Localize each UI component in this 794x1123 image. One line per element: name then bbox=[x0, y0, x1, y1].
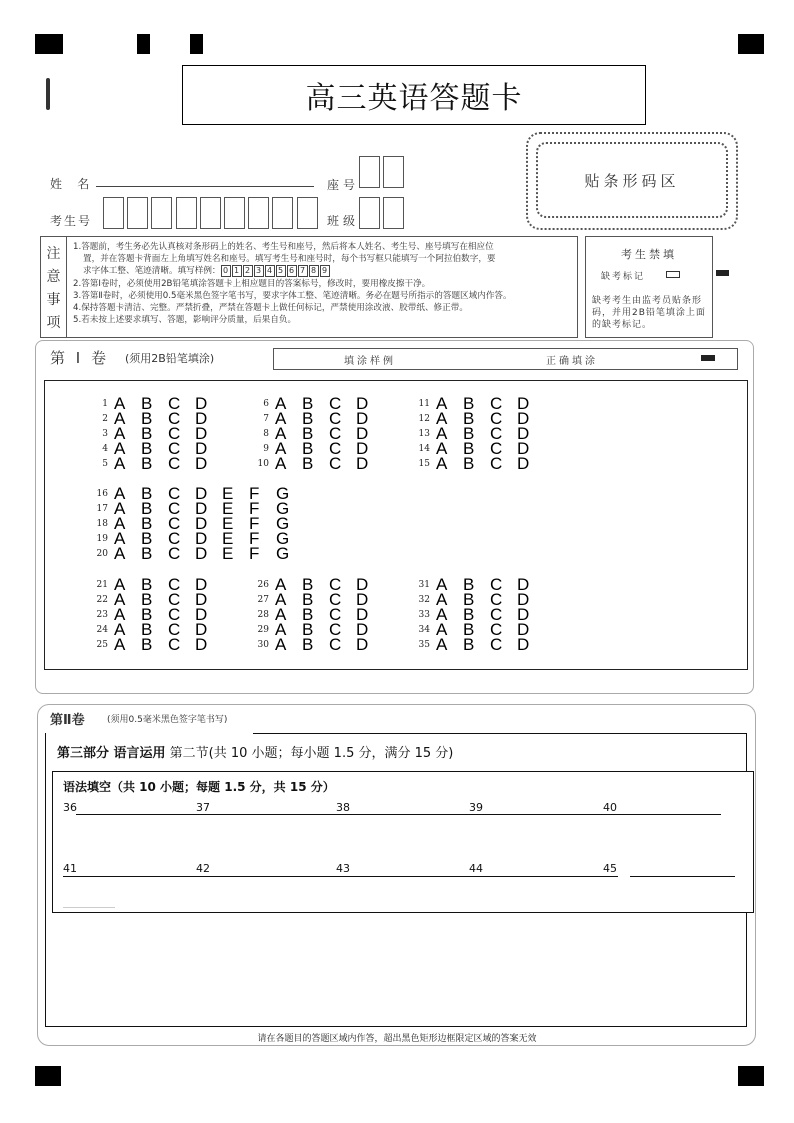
answer-option-bubble[interactable]: C bbox=[329, 424, 342, 443]
answer-option-bubble[interactable]: A bbox=[114, 484, 126, 503]
answer-option-bubble[interactable]: C bbox=[168, 439, 181, 458]
answer-option-bubble[interactable]: C bbox=[168, 424, 181, 443]
question-number: 2 bbox=[102, 413, 108, 424]
correct-fill-example bbox=[701, 355, 715, 361]
answer-option-bubble[interactable]: D bbox=[356, 575, 369, 594]
blank-number: 36 bbox=[63, 801, 77, 814]
sample-digit: 8 bbox=[309, 265, 319, 277]
registration-mark-top-left bbox=[35, 34, 63, 54]
answer-option-bubble[interactable]: B bbox=[463, 394, 475, 413]
timing-mark bbox=[716, 270, 729, 276]
answer-option-bubble[interactable]: A bbox=[114, 590, 126, 609]
section-1-subtitle: (须用2B铅笔填涂) bbox=[125, 352, 215, 365]
page-title: 高三英语答题卡 bbox=[182, 65, 646, 125]
registration-mark-top-2 bbox=[190, 34, 203, 54]
answer-option-bubble[interactable]: D bbox=[517, 575, 530, 594]
registration-mark-top-1 bbox=[137, 34, 150, 54]
sample-digit: 9 bbox=[320, 265, 330, 277]
answer-option-bubble[interactable]: B bbox=[302, 575, 314, 594]
answer-option-bubble[interactable]: D bbox=[356, 620, 369, 639]
answer-option-bubble[interactable]: C bbox=[329, 394, 342, 413]
answer-option-bubble[interactable]: B bbox=[141, 620, 153, 639]
answer-option-bubble[interactable]: B bbox=[141, 529, 153, 548]
answer-option-bubble[interactable]: C bbox=[329, 409, 342, 428]
answer-option-bubble[interactable]: A bbox=[114, 499, 126, 518]
registration-mark-bottom-left bbox=[35, 1066, 61, 1086]
answer-option-bubble[interactable]: A bbox=[436, 605, 448, 624]
answer-option-bubble[interactable]: G bbox=[276, 529, 290, 548]
answer-option-bubble[interactable]: A bbox=[114, 635, 126, 654]
name-field[interactable] bbox=[96, 186, 314, 187]
sample-digit: 3 bbox=[254, 265, 264, 277]
answer-option-bubble[interactable]: B bbox=[141, 635, 153, 654]
seat-cell[interactable] bbox=[359, 156, 380, 188]
answer-option-bubble[interactable]: A bbox=[114, 529, 126, 548]
answer-option-bubble[interactable]: D bbox=[195, 424, 208, 443]
seat-label: 座号 bbox=[327, 178, 360, 192]
blank-number: 42 bbox=[196, 862, 210, 875]
registration-mark-top-right bbox=[738, 34, 764, 54]
answer-option-bubble[interactable]: E bbox=[222, 484, 234, 503]
answer-option-bubble[interactable]: E bbox=[222, 544, 234, 563]
answer-option-bubble[interactable]: G bbox=[276, 484, 290, 503]
answer-option-bubble[interactable]: B bbox=[463, 605, 475, 624]
blank-number: 39 bbox=[469, 801, 483, 814]
question-row bbox=[410, 637, 544, 652]
exam-number-cell[interactable] bbox=[224, 197, 245, 229]
class-cell[interactable] bbox=[359, 197, 380, 229]
fill-sample-label: 填涂样例 bbox=[344, 356, 396, 367]
answer-option-bubble[interactable]: B bbox=[302, 590, 314, 609]
question-number: 6 bbox=[263, 398, 269, 409]
answer-blank-line[interactable] bbox=[63, 876, 618, 877]
question-number: 24 bbox=[96, 624, 108, 635]
question-number: 11 bbox=[418, 398, 430, 409]
answer-option-bubble[interactable]: A bbox=[275, 424, 287, 443]
instructions-text: 1.答题前，考生务必先认真核对条形码上的姓名、考生号和座号，然后将本人姓名、考生号、座号填写在相应位 置，并在答题卡背面左上角填写姓名和座号。填写考生号和座号时，每个书写框只能填写一个阿拉伯数字，要 求字体工整、笔迹清晰。填写样例： 0 1 2 3 4 5 6 7 8 9 2.答第Ⅰ卷时，必须使用2B铅笔填涂答题卡上相应题目的答案标号，修改时，要用橡皮擦干净。 3.答第Ⅱ卷时，必须使用0.5毫米黑色签字笔书写，要求字体工整、笔迹清晰。务必在题号所指示的答题区域内作答。 4.保持答题卡清洁、完整。严禁折叠，严禁在答题卡上做任何标记，严禁使用涂改液、胶带纸、修正带。 5.若未按上述要求填写、答题，影响评分质量，后果自负。 bbox=[73, 242, 512, 326]
answer-option-bubble[interactable]: C bbox=[168, 544, 181, 563]
answer-option-bubble[interactable]: B bbox=[463, 590, 475, 609]
answer-option-bubble[interactable]: B bbox=[302, 424, 314, 443]
answer-option-bubble[interactable]: B bbox=[141, 605, 153, 624]
answer-option-bubble[interactable]: B bbox=[141, 394, 153, 413]
answer-option-bubble[interactable]: C bbox=[490, 635, 503, 654]
answer-option-bubble[interactable]: A bbox=[436, 409, 448, 428]
class-cell[interactable] bbox=[383, 197, 404, 229]
answer-option-bubble[interactable]: B bbox=[302, 439, 314, 458]
answer-option-bubble[interactable]: B bbox=[141, 484, 153, 503]
answer-option-bubble[interactable]: F bbox=[249, 544, 260, 563]
answer-option-bubble[interactable]: G bbox=[276, 544, 290, 563]
question-number: 9 bbox=[263, 443, 269, 454]
answer-option-bubble[interactable]: C bbox=[490, 620, 503, 639]
answer-option-bubble[interactable]: F bbox=[249, 514, 260, 533]
answer-option-bubble[interactable]: A bbox=[114, 514, 126, 533]
answer-option-bubble[interactable]: E bbox=[222, 514, 234, 533]
answer-option-bubble[interactable]: A bbox=[436, 590, 448, 609]
answer-option-bubble[interactable]: A bbox=[114, 605, 126, 624]
sample-digit: 5 bbox=[276, 265, 286, 277]
question-number: 22 bbox=[96, 594, 108, 605]
sample-digit: 2 bbox=[243, 265, 253, 277]
answer-option-bubble[interactable]: C bbox=[329, 575, 342, 594]
answer-option-bubble[interactable]: D bbox=[195, 620, 208, 639]
proctor-only-title: 考生禁填 bbox=[621, 248, 677, 261]
answer-option-bubble[interactable]: B bbox=[141, 544, 153, 563]
exam-number-cell[interactable] bbox=[297, 197, 318, 229]
question-number: 3 bbox=[102, 428, 108, 439]
answer-option-bubble[interactable]: D bbox=[356, 424, 369, 443]
answer-option-bubble[interactable]: D bbox=[195, 409, 208, 428]
answer-option-bubble[interactable]: D bbox=[517, 394, 530, 413]
answer-option-bubble[interactable]: C bbox=[168, 605, 181, 624]
exam-number-cell[interactable] bbox=[103, 197, 124, 229]
footer-note: 请在各题目的答题区域内作答，超出黑色矩形边框限定区域的答案无效 bbox=[257, 1034, 537, 1044]
answer-option-bubble[interactable]: C bbox=[168, 514, 181, 533]
answer-option-bubble[interactable]: A bbox=[275, 575, 287, 594]
question-row bbox=[88, 546, 303, 561]
question-row bbox=[88, 456, 222, 471]
instructions-box bbox=[40, 236, 578, 338]
fill-sample-box bbox=[273, 348, 738, 370]
question-number: 34 bbox=[418, 624, 430, 635]
answer-option-bubble[interactable]: D bbox=[517, 635, 530, 654]
answer-option-bubble[interactable]: D bbox=[195, 499, 208, 518]
question-number: 10 bbox=[257, 458, 269, 469]
sample-digit: 6 bbox=[287, 265, 297, 277]
answer-option-bubble[interactable]: A bbox=[114, 544, 126, 563]
answer-option-bubble[interactable]: A bbox=[275, 590, 287, 609]
answer-option-bubble[interactable]: D bbox=[195, 514, 208, 533]
answer-option-bubble[interactable]: C bbox=[329, 605, 342, 624]
answer-option-bubble[interactable]: D bbox=[195, 529, 208, 548]
answer-option-bubble[interactable]: A bbox=[275, 635, 287, 654]
exam-number-cell[interactable] bbox=[176, 197, 197, 229]
answer-option-bubble[interactable]: D bbox=[195, 454, 208, 473]
question-number: 19 bbox=[96, 533, 108, 544]
question-number: 25 bbox=[96, 639, 108, 650]
exam-number-cell[interactable] bbox=[151, 197, 172, 229]
question-number: 4 bbox=[102, 443, 108, 454]
answer-option-bubble[interactable]: D bbox=[517, 454, 530, 473]
answer-option-bubble[interactable]: D bbox=[356, 454, 369, 473]
blank-number: 44 bbox=[469, 862, 483, 875]
question-number: 28 bbox=[257, 609, 269, 620]
answer-option-bubble[interactable]: A bbox=[275, 394, 287, 413]
answer-option-bubble[interactable]: D bbox=[195, 484, 208, 503]
answer-option-bubble[interactable]: C bbox=[168, 409, 181, 428]
answer-blank-line[interactable] bbox=[76, 814, 721, 815]
correct-fill-label: 正确填涂 bbox=[546, 356, 598, 367]
question-number: 35 bbox=[418, 639, 430, 650]
section-2-title: 第Ⅱ卷 bbox=[50, 713, 85, 728]
question-number: 12 bbox=[418, 413, 430, 424]
answer-option-bubble[interactable]: B bbox=[302, 409, 314, 428]
answer-option-bubble[interactable]: C bbox=[490, 575, 503, 594]
sample-digit: 4 bbox=[265, 265, 275, 277]
answer-option-bubble[interactable]: B bbox=[302, 605, 314, 624]
answer-option-bubble[interactable]: A bbox=[436, 439, 448, 458]
grammar-fill-title: 语法填空（共 10 小题；每题 1.5 分，共 15 分） bbox=[63, 780, 335, 794]
answer-option-bubble[interactable]: B bbox=[463, 424, 475, 443]
side-mark bbox=[46, 78, 50, 110]
question-number: 8 bbox=[263, 428, 269, 439]
section-1-title: 第 Ⅰ 卷 bbox=[50, 349, 109, 367]
answer-option-bubble[interactable]: C bbox=[329, 590, 342, 609]
question-row bbox=[249, 637, 383, 652]
question-number: 23 bbox=[96, 609, 108, 620]
answer-option-bubble[interactable]: A bbox=[275, 605, 287, 624]
answer-option-bubble[interactable]: G bbox=[276, 499, 290, 518]
question-number: 30 bbox=[257, 639, 269, 650]
answer-blank-line[interactable] bbox=[630, 876, 735, 877]
exam-number-cell[interactable] bbox=[200, 197, 221, 229]
answer-option-bubble[interactable]: B bbox=[463, 409, 475, 428]
seat-cell[interactable] bbox=[383, 156, 404, 188]
answer-option-bubble[interactable]: D bbox=[195, 605, 208, 624]
answer-option-bubble[interactable]: A bbox=[436, 424, 448, 443]
sample-digits bbox=[221, 266, 331, 276]
answer-option-bubble[interactable]: F bbox=[249, 484, 260, 503]
answer-option-bubble[interactable]: A bbox=[114, 454, 126, 473]
answer-option-bubble[interactable]: G bbox=[276, 514, 290, 533]
answer-option-bubble[interactable]: C bbox=[168, 529, 181, 548]
answer-option-bubble[interactable]: B bbox=[141, 590, 153, 609]
question-number: 17 bbox=[96, 503, 108, 514]
answer-option-bubble[interactable]: B bbox=[141, 499, 153, 518]
question-number: 27 bbox=[257, 594, 269, 605]
blank-number: 43 bbox=[336, 862, 350, 875]
answer-option-bubble[interactable]: A bbox=[436, 394, 448, 413]
sample-digit: 0 bbox=[221, 265, 231, 277]
answer-option-bubble[interactable]: D bbox=[356, 605, 369, 624]
blank-number: 41 bbox=[63, 862, 77, 875]
question-number: 33 bbox=[418, 609, 430, 620]
answer-option-bubble[interactable]: D bbox=[356, 394, 369, 413]
answer-option-bubble[interactable]: C bbox=[490, 605, 503, 624]
answer-option-bubble[interactable]: B bbox=[141, 514, 153, 533]
answer-option-bubble[interactable]: D bbox=[356, 439, 369, 458]
answer-option-bubble[interactable]: D bbox=[195, 394, 208, 413]
barcode-label: 贴条形码区 bbox=[584, 171, 680, 190]
answer-option-bubble[interactable]: A bbox=[275, 620, 287, 639]
answer-option-bubble[interactable]: D bbox=[517, 424, 530, 443]
answer-option-bubble[interactable]: D bbox=[195, 544, 208, 563]
question-number: 20 bbox=[96, 548, 108, 559]
answer-option-bubble[interactable]: F bbox=[249, 529, 260, 548]
name-label: 姓 名 bbox=[50, 177, 90, 191]
answer-option-bubble[interactable]: A bbox=[114, 424, 126, 443]
answer-option-bubble[interactable]: C bbox=[490, 394, 503, 413]
answer-option-bubble[interactable]: B bbox=[302, 620, 314, 639]
answer-option-bubble[interactable]: D bbox=[517, 439, 530, 458]
sample-digit: 1 bbox=[232, 265, 242, 277]
answer-option-bubble[interactable]: B bbox=[463, 620, 475, 639]
answer-option-bubble[interactable]: B bbox=[302, 394, 314, 413]
answer-option-bubble[interactable]: B bbox=[463, 454, 475, 473]
answer-area-top-border bbox=[253, 733, 747, 734]
answer-option-bubble[interactable]: D bbox=[195, 590, 208, 609]
question-row bbox=[88, 637, 222, 652]
answer-option-bubble[interactable]: D bbox=[356, 635, 369, 654]
answer-option-bubble[interactable]: A bbox=[436, 575, 448, 594]
answer-option-bubble[interactable]: B bbox=[141, 575, 153, 594]
answer-option-bubble[interactable]: A bbox=[275, 439, 287, 458]
answer-option-bubble[interactable]: D bbox=[517, 605, 530, 624]
section-2-subtitle: (须用0.5毫米黑色签字笔书写) bbox=[107, 715, 228, 725]
blank-number: 40 bbox=[603, 801, 617, 814]
question-number: 13 bbox=[418, 428, 430, 439]
answer-option-bubble[interactable]: A bbox=[114, 439, 126, 458]
class-label: 班级 bbox=[327, 214, 360, 228]
answer-option-bubble[interactable]: E bbox=[222, 529, 234, 548]
answer-option-bubble[interactable]: D bbox=[195, 575, 208, 594]
answer-option-bubble[interactable]: C bbox=[168, 394, 181, 413]
question-number: 32 bbox=[418, 594, 430, 605]
answer-option-bubble[interactable]: A bbox=[275, 454, 287, 473]
question-number: 7 bbox=[263, 413, 269, 424]
answer-option-bubble[interactable]: A bbox=[114, 620, 126, 639]
answer-option-bubble[interactable]: B bbox=[463, 439, 475, 458]
proctor-only-box bbox=[585, 236, 713, 338]
question-row bbox=[249, 456, 383, 471]
registration-mark-bottom-right bbox=[738, 1066, 764, 1086]
answer-option-bubble[interactable]: C bbox=[490, 424, 503, 443]
answer-option-bubble[interactable]: C bbox=[168, 635, 181, 654]
absent-mark-bubble[interactable] bbox=[666, 271, 680, 278]
sample-digit: 7 bbox=[298, 265, 308, 277]
instructions-heading: 注 意 事 项 bbox=[41, 237, 67, 337]
question-number: 5 bbox=[102, 458, 108, 469]
question-number: 1 bbox=[102, 398, 108, 409]
blank-number: 45 bbox=[603, 862, 617, 875]
question-number: 16 bbox=[96, 488, 108, 499]
exam-number-cell[interactable] bbox=[248, 197, 269, 229]
answer-option-bubble[interactable]: B bbox=[141, 454, 153, 473]
answer-option-bubble[interactable]: A bbox=[436, 454, 448, 473]
answer-option-bubble[interactable]: D bbox=[517, 590, 530, 609]
answer-option-bubble[interactable]: D bbox=[517, 409, 530, 428]
answer-option-bubble[interactable]: A bbox=[275, 409, 287, 428]
blank-number: 37 bbox=[196, 801, 210, 814]
question-number: 14 bbox=[418, 443, 430, 454]
answer-option-bubble[interactable]: A bbox=[436, 620, 448, 639]
answer-option-bubble[interactable]: C bbox=[329, 454, 342, 473]
answer-option-bubble[interactable]: B bbox=[463, 635, 475, 654]
answer-option-bubble[interactable]: D bbox=[356, 590, 369, 609]
answer-option-bubble[interactable]: E bbox=[222, 499, 234, 518]
answer-option-bubble[interactable]: F bbox=[249, 499, 260, 518]
question-number: 21 bbox=[96, 579, 108, 590]
answer-option-bubble[interactable]: A bbox=[114, 394, 126, 413]
answer-option-bubble[interactable]: B bbox=[302, 454, 314, 473]
answer-option-bubble[interactable]: C bbox=[168, 575, 181, 594]
barcode-area bbox=[536, 142, 728, 218]
exam-number-cell[interactable] bbox=[127, 197, 148, 229]
answer-option-bubble[interactable]: A bbox=[114, 575, 126, 594]
answer-option-bubble[interactable]: A bbox=[436, 635, 448, 654]
answer-option-bubble[interactable]: C bbox=[168, 590, 181, 609]
answer-option-bubble[interactable]: A bbox=[114, 409, 126, 428]
question-number: 18 bbox=[96, 518, 108, 529]
answer-option-bubble[interactable]: D bbox=[356, 409, 369, 428]
answer-option-bubble[interactable]: D bbox=[195, 439, 208, 458]
question-number: 31 bbox=[418, 579, 430, 590]
answer-option-bubble[interactable]: C bbox=[490, 454, 503, 473]
answer-option-bubble[interactable]: C bbox=[329, 635, 342, 654]
question-number: 29 bbox=[257, 624, 269, 635]
blank-number: 38 bbox=[336, 801, 350, 814]
answer-option-bubble[interactable]: C bbox=[490, 439, 503, 458]
exam-number-label: 考生号 bbox=[50, 214, 93, 228]
part-title: 第三部分 语言运用 第二节(共 10 小题；每小题 1.5 分，满分 15 分) bbox=[57, 746, 454, 761]
answer-option-bubble[interactable]: B bbox=[141, 424, 153, 443]
faint-line bbox=[63, 907, 115, 908]
answer-option-bubble[interactable]: C bbox=[168, 499, 181, 518]
answer-option-bubble[interactable]: C bbox=[168, 484, 181, 503]
question-row bbox=[410, 456, 544, 471]
answer-option-bubble[interactable]: C bbox=[168, 454, 181, 473]
question-number: 15 bbox=[418, 458, 430, 469]
exam-number-cell[interactable] bbox=[272, 197, 293, 229]
answer-option-bubble[interactable]: B bbox=[141, 439, 153, 458]
answer-option-bubble[interactable]: B bbox=[463, 575, 475, 594]
answer-option-bubble[interactable]: B bbox=[141, 409, 153, 428]
answer-option-bubble[interactable]: D bbox=[517, 620, 530, 639]
answer-option-bubble[interactable]: C bbox=[168, 620, 181, 639]
answer-option-bubble[interactable]: D bbox=[195, 635, 208, 654]
answer-option-bubble[interactable]: C bbox=[490, 409, 503, 428]
absent-note: 缺考考生由监考员贴条形码，并用2B铅笔填涂上面的缺考标记。 bbox=[592, 296, 706, 330]
answer-option-bubble[interactable]: C bbox=[329, 620, 342, 639]
answer-option-bubble[interactable]: B bbox=[302, 635, 314, 654]
absent-mark-label: 缺考标记 bbox=[601, 272, 646, 282]
answer-option-bubble[interactable]: C bbox=[329, 439, 342, 458]
answer-option-bubble[interactable]: C bbox=[490, 590, 503, 609]
question-number: 26 bbox=[257, 579, 269, 590]
